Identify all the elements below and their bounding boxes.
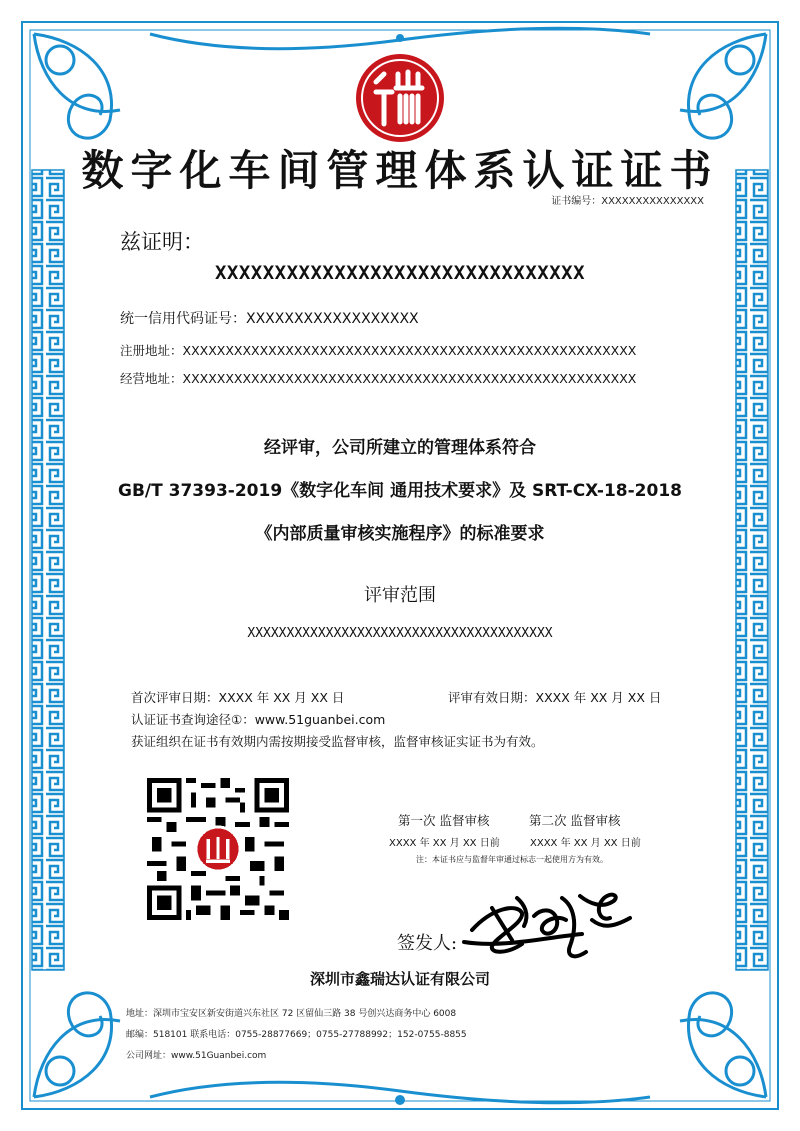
valid-review-date: 评审有效日期：XXXX 年 XX 月 XX 日 (448, 690, 662, 705)
qr-code (147, 778, 289, 920)
surveillance-2-label: 第二次 监督审核 (529, 813, 621, 828)
footer-website[interactable]: 公司网址：www.51Guanbei.com (126, 1051, 267, 1061)
conformity-statement-line2: GB/T 37393-2019《数字化车间 通用技术要求》及 SRT-CX-18-2018 (118, 481, 682, 501)
credit-code: 统一信用代码证号：XXXXXXXXXXXXXXXXXX (120, 311, 419, 327)
scope-title: 评审范围 (364, 585, 436, 606)
footer-contact: 邮编：518101 联系电话：0755-28877669；0755-27788992；152-0755-8855 (126, 1030, 467, 1040)
company-name: XXXXXXXXXXXXXXXXXXXXXXXXXXXXXXX (214, 262, 586, 284)
certificate-title: 数字化车间管理体系认证证书 (81, 146, 719, 195)
hereby-certify-label: 兹证明： (120, 230, 204, 254)
surveillance-2-date: XXXX 年 XX 月 XX 日前 (530, 838, 641, 849)
signature (462, 868, 642, 968)
business-address: 经营地址：XXXXXXXXXXXXXXXXXXXXXXXXXXXXXXXXXXXXXXXXXXXXXXXXXXXXX (120, 371, 637, 386)
surveillance-notice: 获证组织在证书有效期内需按期接受监督审核，监督审核证实证书为有效。 (131, 734, 544, 749)
footer-address: 地址：深圳市宝安区新安街道兴东社区 72 区留仙三路 38 号创兴达商务中心 6008 (126, 1009, 457, 1019)
surveillance-note: 注：本证书应与监督年审通过标志一起使用方为有效。 (416, 855, 608, 864)
surveillance-1-label: 第一次 监督审核 (398, 813, 490, 828)
scope-value: XXXXXXXXXXXXXXXXXXXXXXXXXXXXXXXXXXXXXXX (247, 626, 553, 641)
registered-address: 注册地址：XXXXXXXXXXXXXXXXXXXXXXXXXXXXXXXXXXXXXXXXXXXXXXXXXXXXX (120, 343, 637, 358)
first-review-date: 首次评审日期：XXXX 年 XX 月 XX 日 (131, 690, 345, 705)
conformity-statement-line1: 经评审，公司所建立的管理体系符合 (264, 438, 536, 458)
certificate-query-url[interactable]: 认证证书查询途径①：www.51guanbei.com (131, 712, 386, 727)
conformity-statement-line3: 《内部质量审核实施程序》的标准要求 (255, 524, 545, 544)
signer-label: 签发人: (397, 933, 458, 954)
surveillance-1-date: XXXX 年 XX 月 XX 日前 (389, 838, 500, 849)
certificate-number: 证书编号：XXXXXXXXXXXXXXX (551, 196, 704, 207)
company-logo-seal (354, 52, 446, 144)
issuing-organization: 深圳市鑫瑞达认证有限公司 (309, 970, 490, 988)
